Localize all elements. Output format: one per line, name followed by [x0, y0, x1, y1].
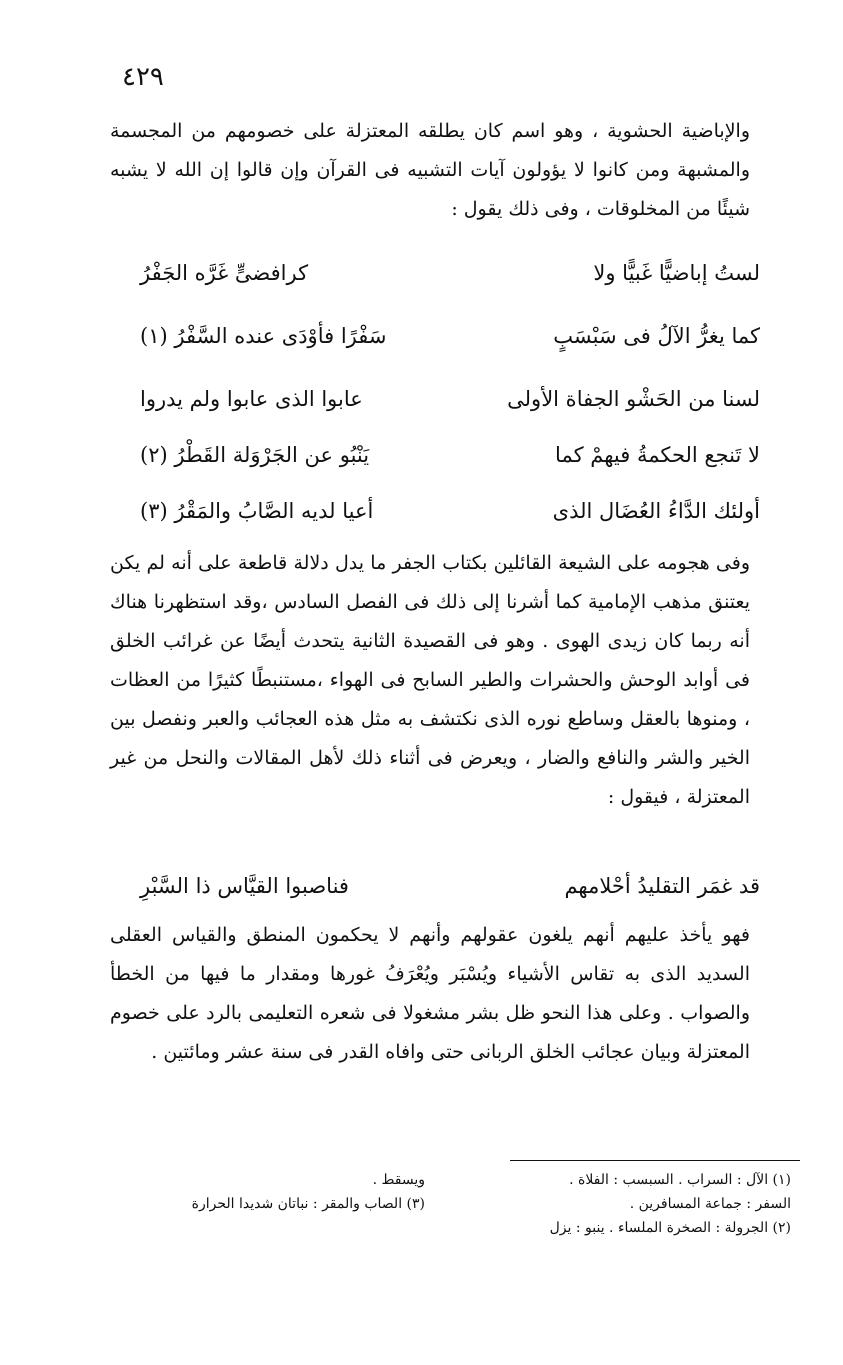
verse-line [140, 866, 760, 906]
verse-hemistich-first: لا تَنجع الحكمةُ فيهمْ كما [555, 443, 760, 467]
footnote-line: (٣) الصاب والمقر : نباتان شديدا الحرارة [191, 1196, 425, 1212]
verse-hemistich-second: فناصبوا القيَّاس ذا السَّبْرِ [140, 874, 349, 898]
footnotes-left-column [85, 1168, 425, 1216]
footnote-divider [510, 1160, 800, 1161]
verse-hemistich-first: لسنا من الحَشْو الجفاة الأولى [507, 387, 760, 411]
verse-line [140, 435, 760, 475]
verse-line [140, 316, 760, 356]
verse-hemistich-second: أعيا لديه الصَّابُ والمَقْرُ (٣) [140, 499, 374, 523]
footnotes-right-column [461, 1168, 791, 1240]
footnote-line: (٢) الجرولة : الصخرة الملساء . ينبو : يزل [549, 1220, 791, 1236]
footnote-line: (١) الآل : السراب . السبسب : الفلاة . [569, 1172, 791, 1188]
footnote-line: السفر : جماعة المسافرين . [629, 1196, 791, 1212]
verse-hemistich-first: لستُ إباضيًّا غَبيًّا ولا [593, 261, 760, 285]
verse-hemistich-second: عابوا الذى عابوا ولم يدروا [140, 387, 363, 411]
verse-hemistich-second: كرافضىٍّ غَرَّه الجَفْرُ [140, 261, 309, 285]
page-number: ٤٢٩ [122, 62, 164, 92]
verse-hemistich-second: سَفْرًا فأوْدَى عنده السَّفْرُ (١) [140, 324, 387, 348]
paragraph-body: وفى هجومه على الشيعة القائلين بكتاب الجفر ما يدل دلالة قاطعة على أنه لم يكن يعتنق مذهب الإمامية كما أشرنا إلى ذلك فى الفصل السادس ،وقد استظهرنا هناك أنه ربما كان زيدى الهوى . وهو فى القصيدة الثانية يتحدث أيضًا عن غرائب الخلق فى أوابد الوحش والحشرات والطير السابح فى الهواء ،مستنبطًا كثيرًا من العظات ، ومنوها بالعقل وساطع نوره الذى نكتشف به مثل هذه العجائب والعبر ونفصل بين الخير والشر والنافع والضار ، ويعرض فى أثناء ذلك لأهل المقالات والنحل من غير المعتزلة ، فيقول : [110, 552, 750, 808]
verse-line [140, 253, 760, 293]
paragraph-closing: فهو يأخذ عليهم أنهم يلغون عقولهم وأنهم لا يحكمون المنطق والقياس العقلى السديد الذى به تقاس الأشياء ويُسْبَر ويُعْرَفُ غورها ومقدار ما فيها من الخطأ والصواب . وعلى هذا النحو ظل بشر مشغولا فى شعره التعليمى بالرد على خصوم المعتزلة وبيان عجائب الخلق الربانى حتى وافاه القدر فى سنة عشر ومائتين . [110, 924, 750, 1063]
footnote-line: ويسقط . [372, 1172, 425, 1188]
verse-hemistich-first: قد غمَر التقليدُ أحْلامهم [564, 874, 760, 898]
verse-hemistich-first: أولئك الدَّاءُ العُضَال الذى [552, 499, 760, 523]
verse-hemistich-first: كما يغرُّ الآلُ فى سَبْسَبٍ [553, 324, 760, 348]
verse-line [140, 379, 760, 419]
verse-line [140, 491, 760, 531]
verse-hemistich-second: يَنْبُو عن الجَرْوَلة القَطْرُ (٢) [140, 443, 370, 467]
paragraph-intro: والإباضية الحشوية ، وهو اسم كان يطلقه المعتزلة على خصومهم من المجسمة والمشبهة ومن كانوا لا يؤولون آيات التشبيه فى القرآن وإن قالوا إن الله لا يشبه شيئًا من المخلوقات ، وفى ذلك يقول : [110, 120, 750, 220]
